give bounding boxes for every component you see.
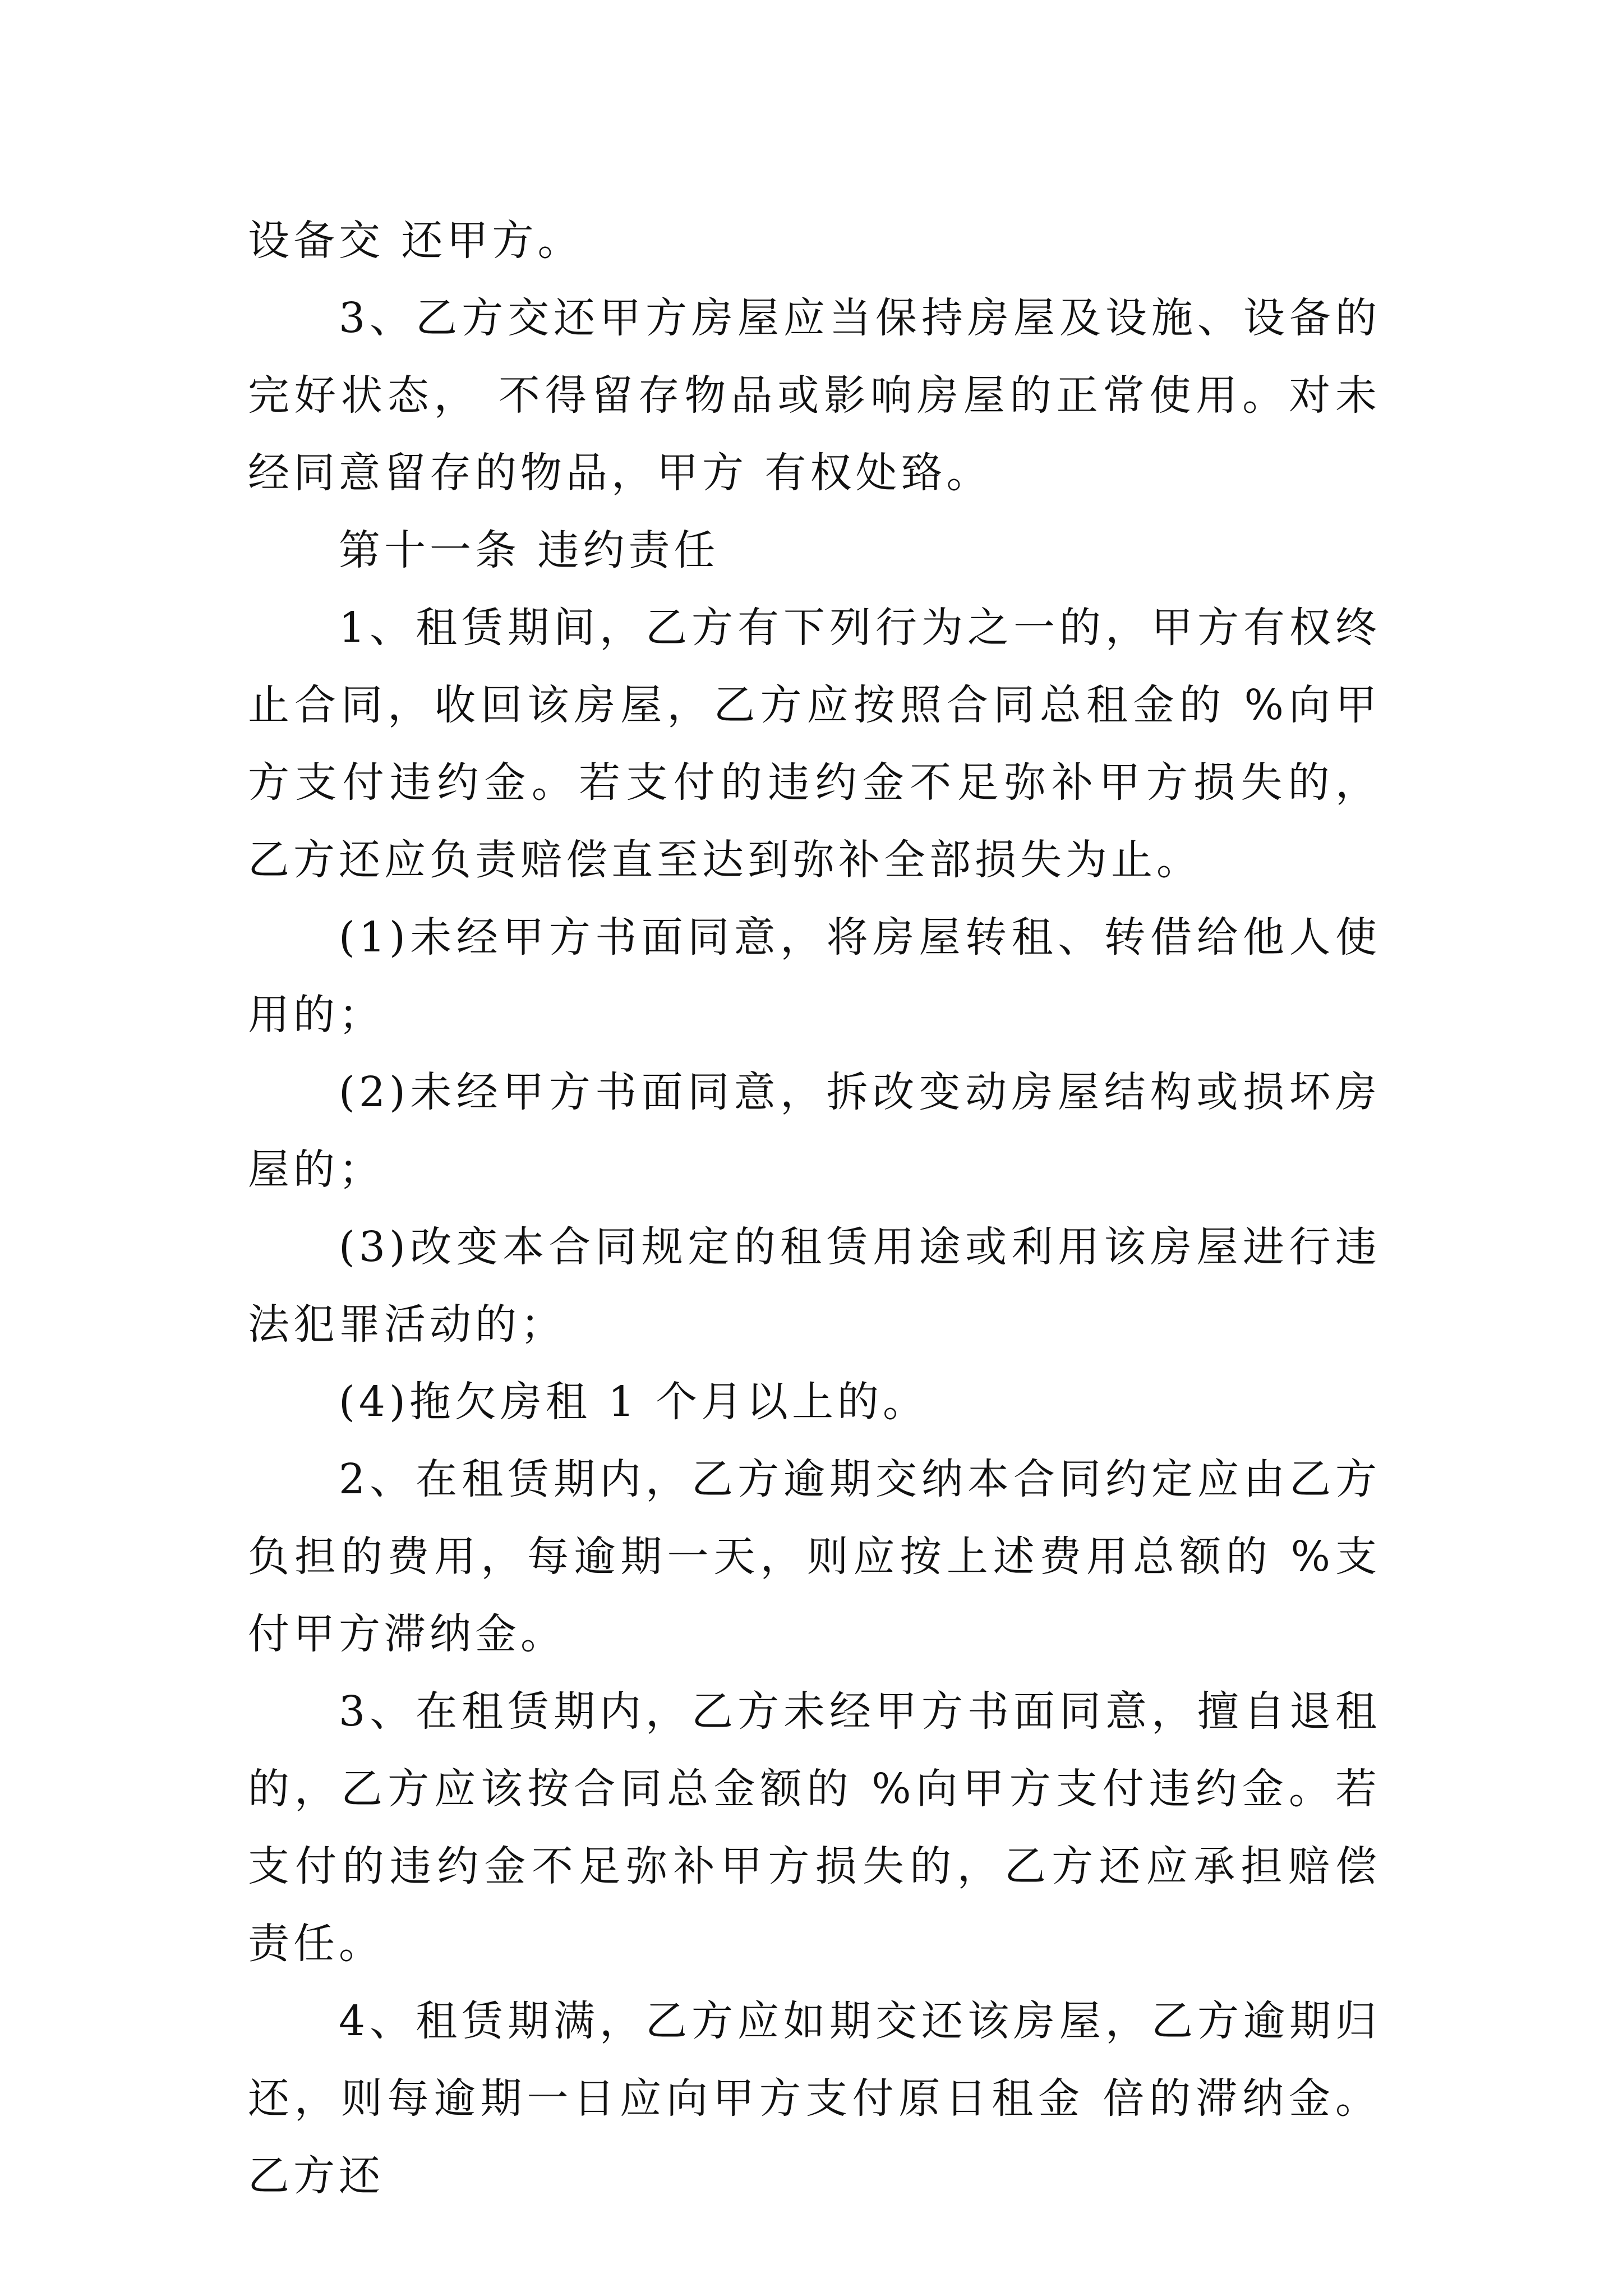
list-item-2-structure: (2)未经甲方书面同意，拆改变动房屋结构或损坏房屋的； [248, 1068, 1381, 1194]
list-item-4-rent-arrears: (4)拖欠房租 1 个月以上的。 [339, 1378, 928, 1426]
list-item-1-sublet: (1)未经甲方书面同意，将房屋转租、转借给他人使用的； [248, 913, 1381, 1039]
paragraph-return-equipment: 设备交 还甲方。 [248, 217, 583, 265]
section-heading-article-11: 第十一条 违约责任 [339, 526, 720, 574]
paragraph-clause-4-overdue-return: 4、租赁期满，乙方应如期交还该房屋，乙方逾期归还，则每逾期一日应向甲方支付原日租金 倍的滞纳金。乙方还 [248, 1997, 1381, 2200]
list-item-3-illegal-use: (3)改变本合同规定的租赁用途或利用该房屋进行违法犯罪活动的； [248, 1223, 1381, 1349]
paragraph-clause-3-early-termination: 3、在租赁期内，乙方未经甲方书面同意，擅自退租的，乙方应该按合同总金额的 %向甲方支付违约金。若支付的违约金不足弥补甲方损失的，乙方还应承担赔偿责任。 [248, 1687, 1381, 1968]
paragraph-clause-2-late-fees: 2、在租赁期内，乙方逾期交纳本合同约定应由乙方负担的费用，每逾期一天，则应按上述费用总额的 %支付甲方滞纳金。 [248, 1455, 1381, 1658]
paragraph-clause-3-return-condition: 3、乙方交还甲方房屋应当保持房屋及设施、设备的完好状态， 不得留存物品或影响房屋的正常使用。对未经同意留存的物品，甲方 有权处臵。 [248, 294, 1381, 497]
paragraph-clause-1-termination: 1、租赁期间，乙方有下列行为之一的，甲方有权终止合同，收回该房屋，乙方应按照合同总租金的 %向甲方支付违约金。若支付的违约金不足弥补甲方损失的，乙方还应负责赔偿直至达到弥补全部损失为止。 [248, 604, 1381, 884]
document-body [248, 202, 1381, 2215]
